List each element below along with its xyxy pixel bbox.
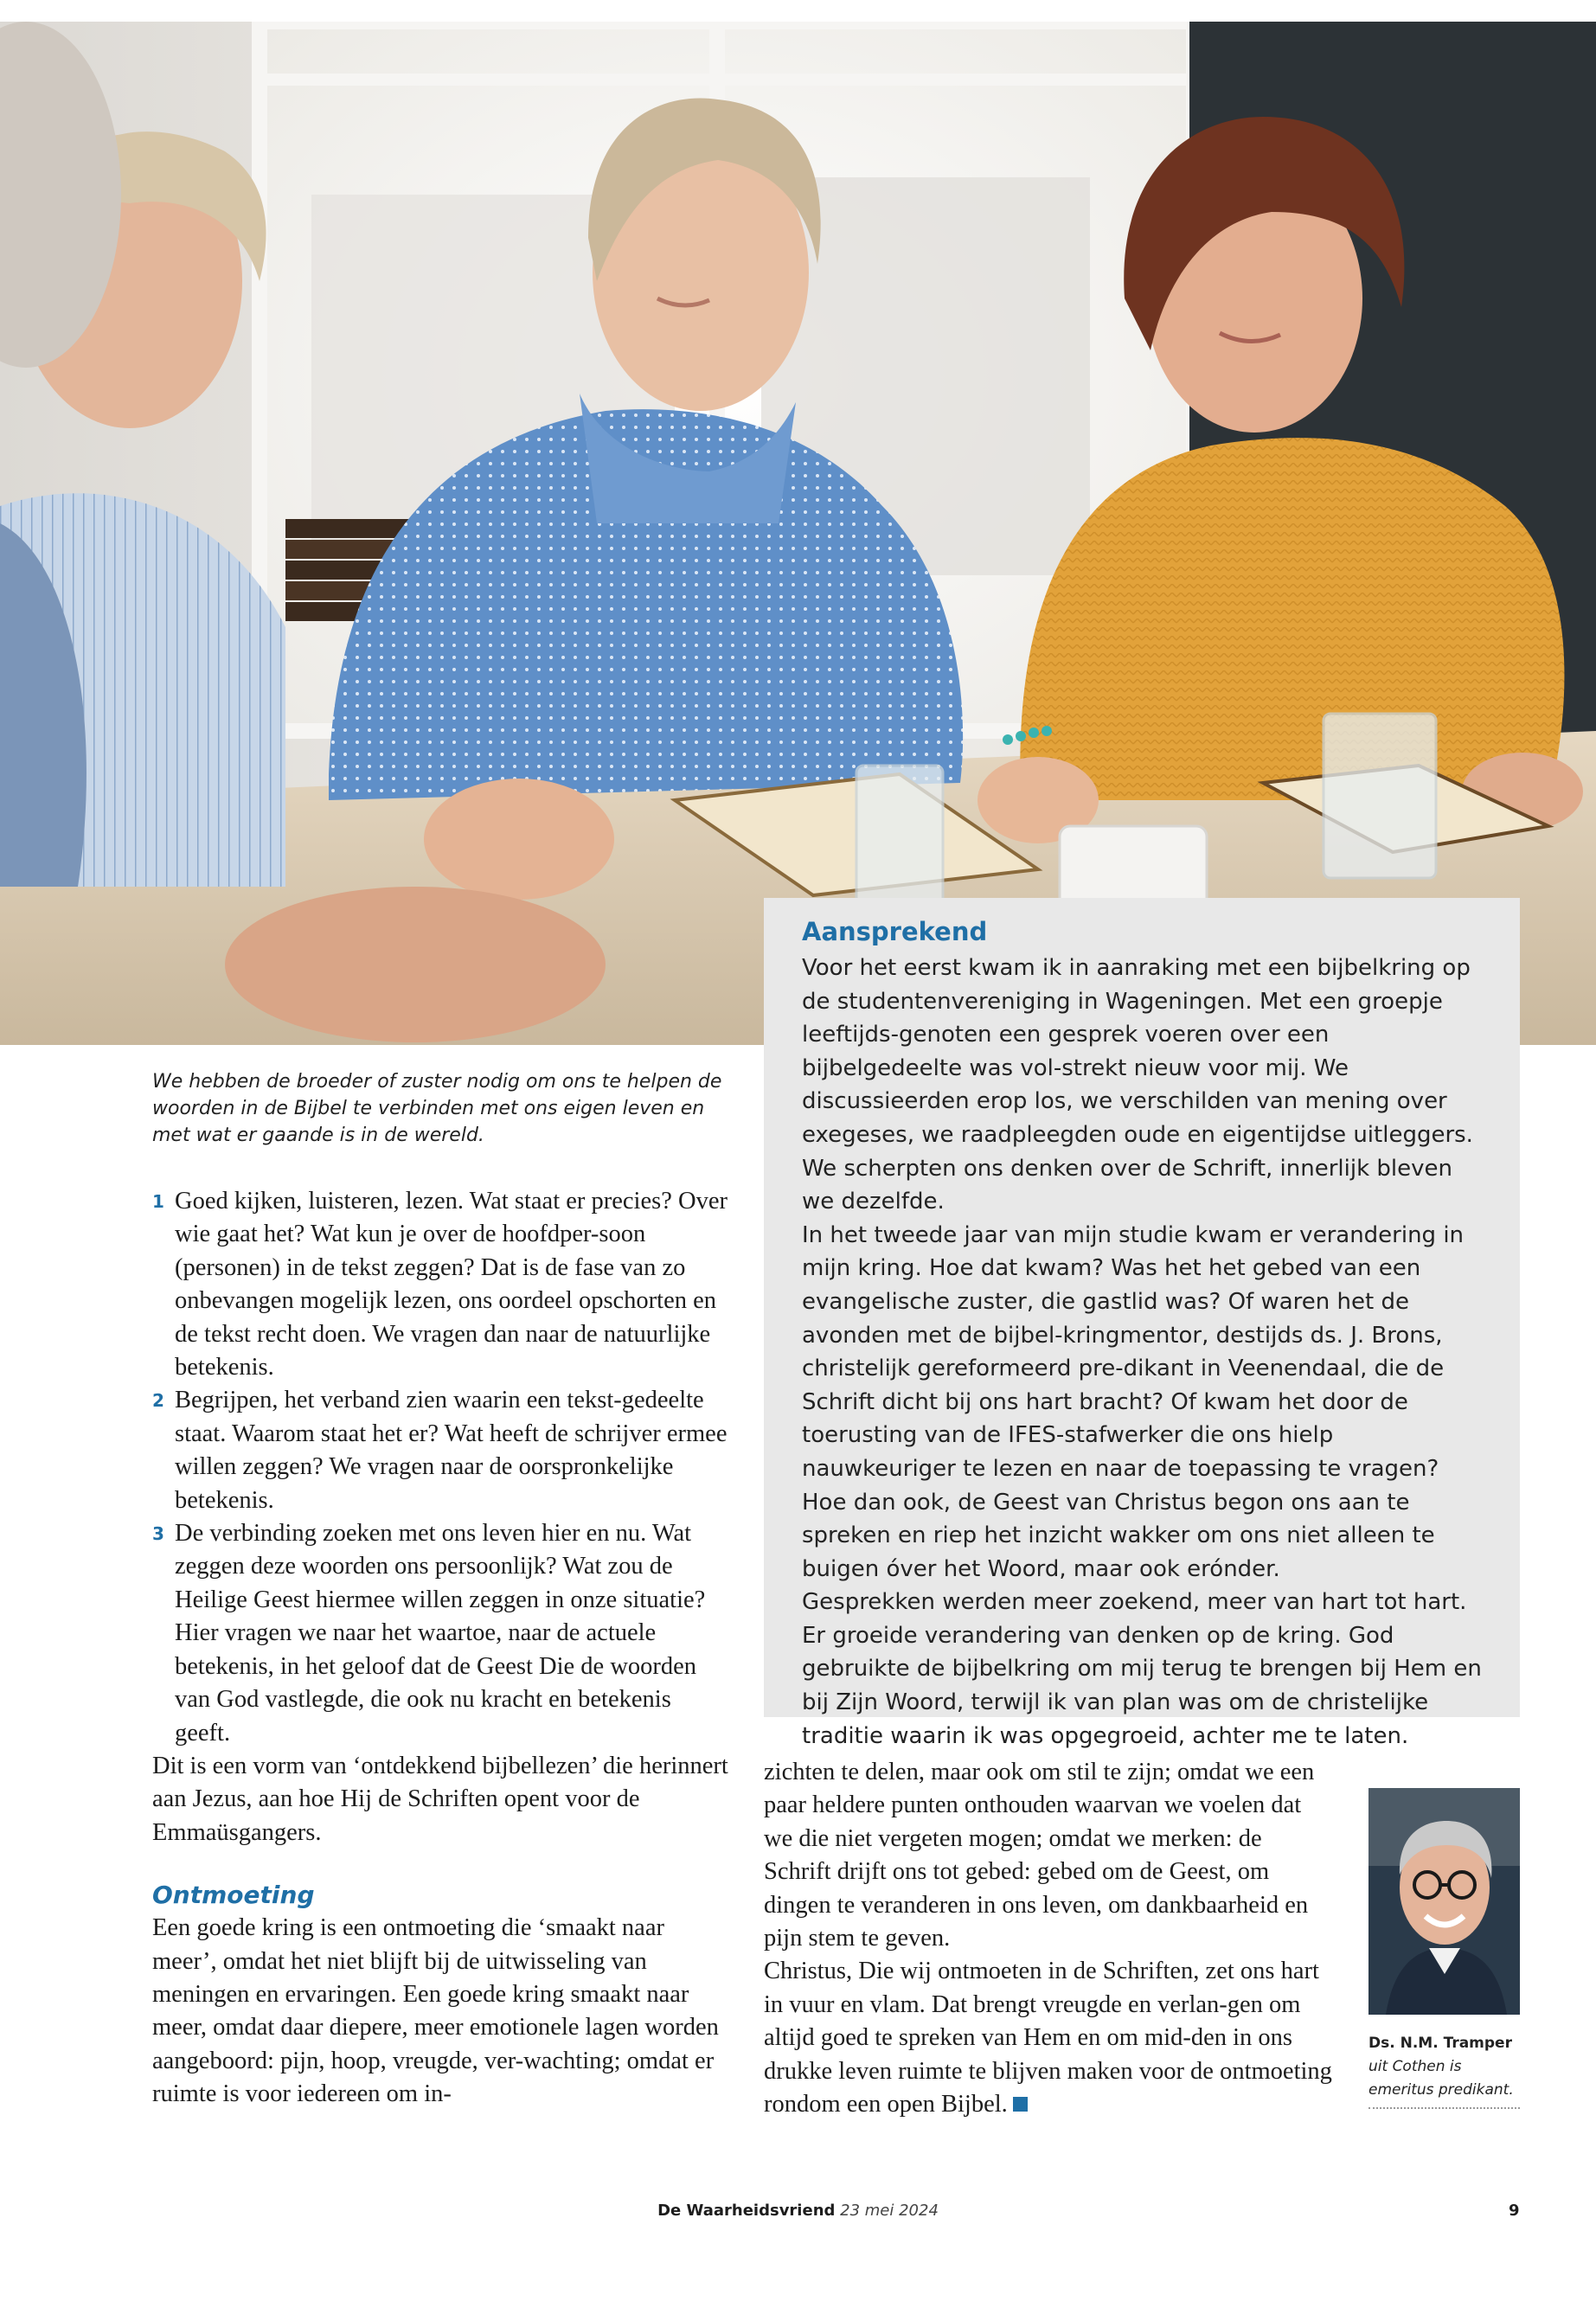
- body-paragraph-final: [764, 1955, 1335, 2121]
- section-heading: Ontmoeting: [152, 1881, 315, 1910]
- publication-name: De Waarheidsvriend: [657, 2202, 836, 2220]
- right-column: [764, 1756, 1335, 2121]
- item-text: De verbinding zoeken met ons leven hier en nu. Wat zeggen deze woorden ons persoonlijk? Wat zou de Heilige Geest hiermee willen zeggen in onze situatie? Hier vragen we naar het waartoe, naar de actuele betekenis, in het geloof dat de Geest Die de woorden van God vastlegde, die ook nu kracht en betekenis geeft.: [175, 1520, 706, 1747]
- sidebar-heading: Aansprekend: [802, 917, 988, 946]
- item-number: 1: [152, 1191, 164, 1212]
- body-paragraph: zichten te delen, maar ook om stil te zijn; omdat we een paar heldere punten onthouden waarvan we voelen dat we die niet vergeten mogen; omdat we merken: de Schrift drijft ons tot gebed: gebed om de Geest, om dingen te veranderen in ons leven, om dankbaarheid en pijn stem te geven.: [764, 1759, 1315, 1952]
- hero-photo: [0, 22, 1596, 1045]
- sidebar-box: [764, 898, 1520, 1749]
- item-number: 2: [152, 1390, 164, 1412]
- sidebar-paragraph: Voor het eerst kwam ik in aanraking met een bijbelkring op de studentenvereniging in Wageningen. Met een groepje leeftijds-genoten een gesprek voeren over een bijbelgedeelte was vol-strekt nieuw voor mij. We discussieerden erop los, we verschilden van mening over exegeses, we raadpleegden oude en eigentijdse uitleggers. We scherpten ons denken over de Schrift, innerlijk bleven we dezelfde.: [802, 955, 1473, 1215]
- author-description: uit Cothen is emeritus predikant.: [1368, 2058, 1514, 2099]
- numbered-item: [152, 1517, 732, 1750]
- sidebar-paragraph: Gesprekken werden meer zoekend, meer van hart tot hart. Er groeide verandering van denken op de kring. God gebruikte de bijbelkring om mij terug te brengen bij Hem en bij Zijn Woord, terwijl ik van plan was om de christelijke traditie waarin ik was opgegroeid, achter me te laten.: [802, 1589, 1482, 1749]
- publication-date: 23 mei 2024: [840, 2202, 939, 2220]
- author-divider: [1368, 2107, 1520, 2109]
- numbered-item: [152, 1384, 732, 1517]
- photo-caption: We hebben de broeder of zuster nodig om ons te helpen de woorden in de Bijbel te verbinden met ons eigen leven en met wat er gaande is in de wereld.: [152, 1071, 722, 1146]
- author-portrait: [1368, 1788, 1520, 2015]
- item-number: 3: [152, 1523, 164, 1545]
- item-text: Goed kijken, luisteren, lezen. Wat staat er precies? Over wie gaat het? Wat kun je over de hoofdper-soon (personen) in de tekst zeggen? Dat is de fase van zo onbevangen mogelijk lezen, ons oordeel opschorten en de tekst recht doen. We vragen dan naar de natuurlijke betekenis.: [175, 1188, 727, 1381]
- page-number: 9: [1509, 2202, 1520, 2220]
- body-paragraph: Een goede kring is een ontmoeting die ‘smaakt naar meer’, omdat het niet blijft bij de uitwisseling van meningen en ervaringen. Een goede kring smaakt naar meer, omdat daar diepere, meer emotionele lagen worden aangeboord: pijn, hoop, vreugde, ver-wachting; omdat er ruimte is voor iedereen om in-: [152, 1914, 719, 2108]
- item-text: Begrijpen, het verband zien waarin een tekst-gedeelte staat. Waarom staat het er? Wat heeft de schrijver ermee willen zeggen? We vragen naar de oorspronkelijke betekenis.: [175, 1387, 727, 1514]
- footer-publication: [0, 2202, 1596, 2220]
- author-portrait-illustration: [1368, 1788, 1520, 2015]
- body-text: Christus, Die wij ontmoeten in de Schriften, zet ons hart in vuur en vlam. Dat brengt vreugde en verlan-gen om altijd goed te spreken van Hem en om mid-den in ons drukke leven ruimte te blijven maken voor de ontmoeting rondom een open Bijbel.: [764, 1958, 1332, 2118]
- hero-photo-illustration: [0, 22, 1596, 1045]
- body-paragraph: Dit is een vorm van ‘ontdekkend bijbellezen’ die herinnert aan Jezus, aan hoe Hij de Schriften opent voor de Emmaüsgangers.: [152, 1752, 728, 1846]
- numbered-item: [152, 1185, 732, 1384]
- author-box: [1368, 1788, 1520, 2109]
- author-name: Ds. N.M. Tramper: [1368, 2035, 1512, 2052]
- sidebar-paragraph: In het tweede jaar van mijn studie kwam er verandering in mijn kring. Hoe dat kwam? Was het het gebed van een evangelische zuster, die gastlid was? Of waren het de avonden met de bijbel-kringmentor, destijds ds. J. Brons, christelijk gereformeerd pre-dikant in Veenendaal, die de Schrift dicht bij ons hart bracht? Of kwam het door de toerusting van de IFES-stafwerker die ons hielp nauwkeuriger te lezen en naar de toepassing te vragen? Hoe dan ook, de Geest van Christus begon ons aan te spreken en riep het inzicht wakker om ons niet alleen te buigen óver het Woord, maar ook erónder.: [802, 1221, 1465, 1582]
- end-square-icon: [1013, 2097, 1028, 2112]
- left-column: [152, 1185, 732, 2112]
